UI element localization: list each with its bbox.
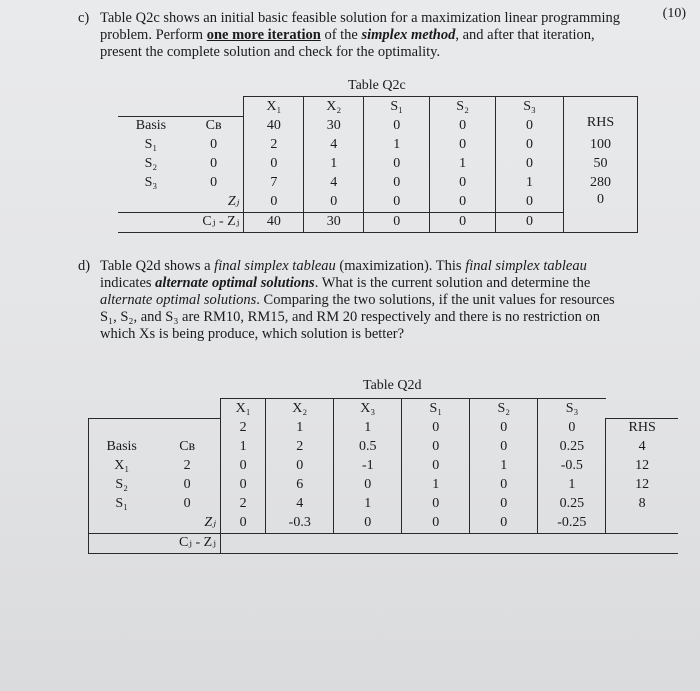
table-row [89, 438, 679, 457]
rhs-cell: 4 [606, 438, 678, 457]
table-cell: 0.5 [334, 438, 402, 457]
table-cell: 2 [244, 136, 304, 155]
table-cell: 0 [470, 476, 538, 495]
cj-zj-label: Cⱼ - Zⱼ [184, 212, 244, 232]
table-cell: -0.5 [538, 457, 606, 476]
column-header: S₁ [402, 399, 470, 419]
emphasis-alternate-optimal: alternate optimal solutions [155, 275, 315, 291]
table-cell: 0 [470, 495, 538, 514]
table-cell: 1 [334, 418, 402, 438]
table-cell: 1 [470, 457, 538, 476]
column-header: S₃ [538, 399, 606, 419]
table-c-caption: Table Q2c [348, 78, 406, 93]
table-cell: 6 [266, 476, 334, 495]
rhs-cell: 12 [606, 457, 678, 476]
q-d-text: . Comparing the two solutions, if the unit values for resources [256, 292, 615, 308]
table-cell: 1 [334, 495, 402, 514]
emphasis-one-more-iteration: one more iteration [206, 27, 321, 43]
table-cell: 0 [430, 174, 496, 193]
table-cell: 2 [220, 495, 265, 514]
table-cell: 0 [430, 193, 496, 213]
rhs-cell: 100 [564, 136, 638, 155]
cb-cell: 0 [210, 137, 218, 152]
table-row [89, 399, 679, 419]
table-cell: 0 [496, 116, 564, 136]
table-cell: 0 [402, 418, 470, 438]
table-cell: 0 [266, 457, 334, 476]
table-cell: 30 [304, 116, 364, 136]
zj-rhs-cell: 8 [606, 495, 678, 514]
table-cell: 4 [304, 174, 364, 193]
table-cell: -0.25 [538, 514, 606, 534]
basis-header: Basis [118, 116, 184, 136]
basis-cell: S₂ [89, 476, 155, 495]
cj-zj-label: Cⱼ - Zⱼ [154, 533, 220, 553]
table-d-caption: Table Q2d [363, 378, 422, 393]
table-row [118, 193, 638, 213]
basis-cell: X₁ [89, 457, 155, 476]
table-cell: 0 [496, 212, 564, 232]
column-header: X₂ [304, 97, 364, 117]
column-header: X₃ [334, 399, 402, 419]
basis-header: Basis [89, 438, 155, 457]
table-row [89, 514, 679, 534]
table-cell: 30 [304, 212, 364, 232]
table-cell: 0 [220, 476, 265, 495]
question-c-line3: present the complete solution and check for the optimality. [100, 44, 441, 60]
table-cell: 0 [402, 495, 470, 514]
emphasis-final-tableau: final simplex tableau [465, 258, 587, 274]
question-d-label: d) [78, 258, 91, 274]
table-cell: 40 [244, 116, 304, 136]
table-cell: 4 [266, 495, 334, 514]
column-header: X₁ [220, 399, 265, 419]
question-c-marks: (10) [662, 6, 686, 21]
table-cell: -1 [334, 457, 402, 476]
question-c-line1: Table Q2c shows an initial basic feasible solution for a maximization linear programming [100, 10, 621, 26]
column-header: X₁ [244, 97, 304, 117]
table-cell: 0 [496, 193, 564, 213]
table-c [118, 96, 638, 233]
table-cell: 0 [364, 116, 430, 136]
zj-label: Zⱼ [227, 194, 240, 209]
table-cell: 0 [364, 174, 430, 193]
q-c-text: of the [320, 27, 362, 43]
table-cell: 7 [244, 174, 304, 193]
table-row [118, 174, 638, 193]
table-cell: 0 [334, 514, 402, 534]
q-d-text: . What is the current solution and determine the [314, 275, 591, 291]
table-row [89, 476, 679, 495]
emphasis-simplex-method: simplex method [361, 27, 456, 43]
rhs-cell: 12 [606, 476, 678, 495]
rhs-header: RHS [606, 418, 678, 438]
table-cell: 1 [496, 174, 564, 193]
rhs-cell: 50 [564, 155, 638, 174]
column-header: S₁ [364, 97, 430, 117]
table-cell: 0 [430, 212, 496, 232]
emphasis-final-tableau: final simplex tableau [214, 258, 336, 274]
rhs-cell: 280 [564, 174, 638, 193]
table-row [118, 116, 638, 136]
column-header: S₂ [430, 97, 496, 117]
table-cell: 1 [538, 476, 606, 495]
table-cell: 4 [304, 136, 364, 155]
q-d-text: Table Q2d shows a [100, 258, 215, 274]
cb-cell: 0 [183, 496, 191, 511]
table-cell: 0 [496, 136, 564, 155]
table-cell: 1 [220, 438, 265, 457]
table-row [89, 418, 679, 438]
zj-label: Zⱼ [204, 515, 216, 530]
table-cell: 0 [402, 514, 470, 534]
question-d [78, 258, 680, 343]
table-cell: 0 [402, 438, 470, 457]
table-cell: 0 [470, 438, 538, 457]
column-header: X₂ [266, 399, 334, 419]
table-cell: 0 [364, 212, 430, 232]
table-row [118, 212, 638, 232]
basis-cell: S₁ [144, 137, 158, 152]
question-c [78, 10, 660, 61]
cb-cell: 0 [183, 477, 191, 492]
table-cell: 1 [430, 155, 496, 174]
table-cell: -0.3 [266, 514, 334, 534]
question-d-line2 [100, 275, 680, 292]
rhs-header: RHS [564, 116, 638, 136]
table-row [118, 136, 638, 155]
table-cell: 0 [220, 514, 265, 534]
table-cell: 0 [334, 476, 402, 495]
table-cell: 0 [220, 457, 265, 476]
table-cell: 0 [538, 418, 606, 438]
table-cell: 1 [364, 136, 430, 155]
table-row [89, 457, 679, 476]
emphasis-alternate-optimal: alternate optimal solutions [100, 292, 257, 308]
table-cell: 0 [364, 193, 430, 213]
column-header: S₃ [496, 97, 564, 117]
table-cell: 0 [496, 155, 564, 174]
table-row [118, 155, 638, 174]
table-cell: 1 [402, 476, 470, 495]
table-row [118, 97, 638, 117]
q-d-text: indicates [100, 275, 156, 291]
basis-cell: S₂ [144, 156, 158, 171]
cb-cell: 2 [183, 458, 191, 473]
table-cell: 0 [470, 418, 538, 438]
table-cell: 0 [364, 155, 430, 174]
table-cell: 0 [430, 136, 496, 155]
question-d-line3 [100, 292, 680, 309]
table-cell: 0.25 [538, 495, 606, 514]
column-header: S₂ [470, 399, 538, 419]
cb-header: Cʙ [184, 116, 244, 136]
table-cell: 0 [244, 193, 304, 213]
question-d-line5: which Xs is being produce, which solution is better? [100, 326, 405, 342]
table-cell: 2 [266, 438, 334, 457]
cb-cell: 0 [210, 156, 218, 171]
basis-cell: S₁ [89, 495, 155, 514]
table-cell: 0 [470, 514, 538, 534]
table-cell: 0 [304, 193, 364, 213]
table-cell: 40 [244, 212, 304, 232]
cb-cell: 0 [210, 175, 218, 190]
cb-header: Cʙ [179, 439, 196, 454]
table-cell: 0 [244, 155, 304, 174]
basis-cell: S₃ [144, 175, 158, 190]
zj-rhs-cell: 0 [564, 193, 638, 213]
table-cell: 0 [402, 457, 470, 476]
question-c-label: c) [78, 10, 90, 26]
table-cell: 0 [430, 116, 496, 136]
table-cell: 1 [266, 418, 334, 438]
question-c-line2 [100, 27, 660, 44]
table-row [89, 533, 679, 553]
question-d-line4: S₁, S₂, and S₃ are RM10, RM15, and RM 20 respectively and there is no restriction on [100, 309, 601, 325]
q-d-text: (maximization). This [335, 258, 466, 274]
question-d-line1 [100, 258, 680, 275]
table-cell: 1 [304, 155, 364, 174]
q-c-text: problem. Perform [100, 27, 207, 43]
table-cell: 0.25 [538, 438, 606, 457]
q-c-text: , and after that iteration, [455, 27, 595, 43]
table-row [89, 495, 679, 514]
table-cell: 2 [220, 418, 265, 438]
table-d [88, 398, 678, 554]
